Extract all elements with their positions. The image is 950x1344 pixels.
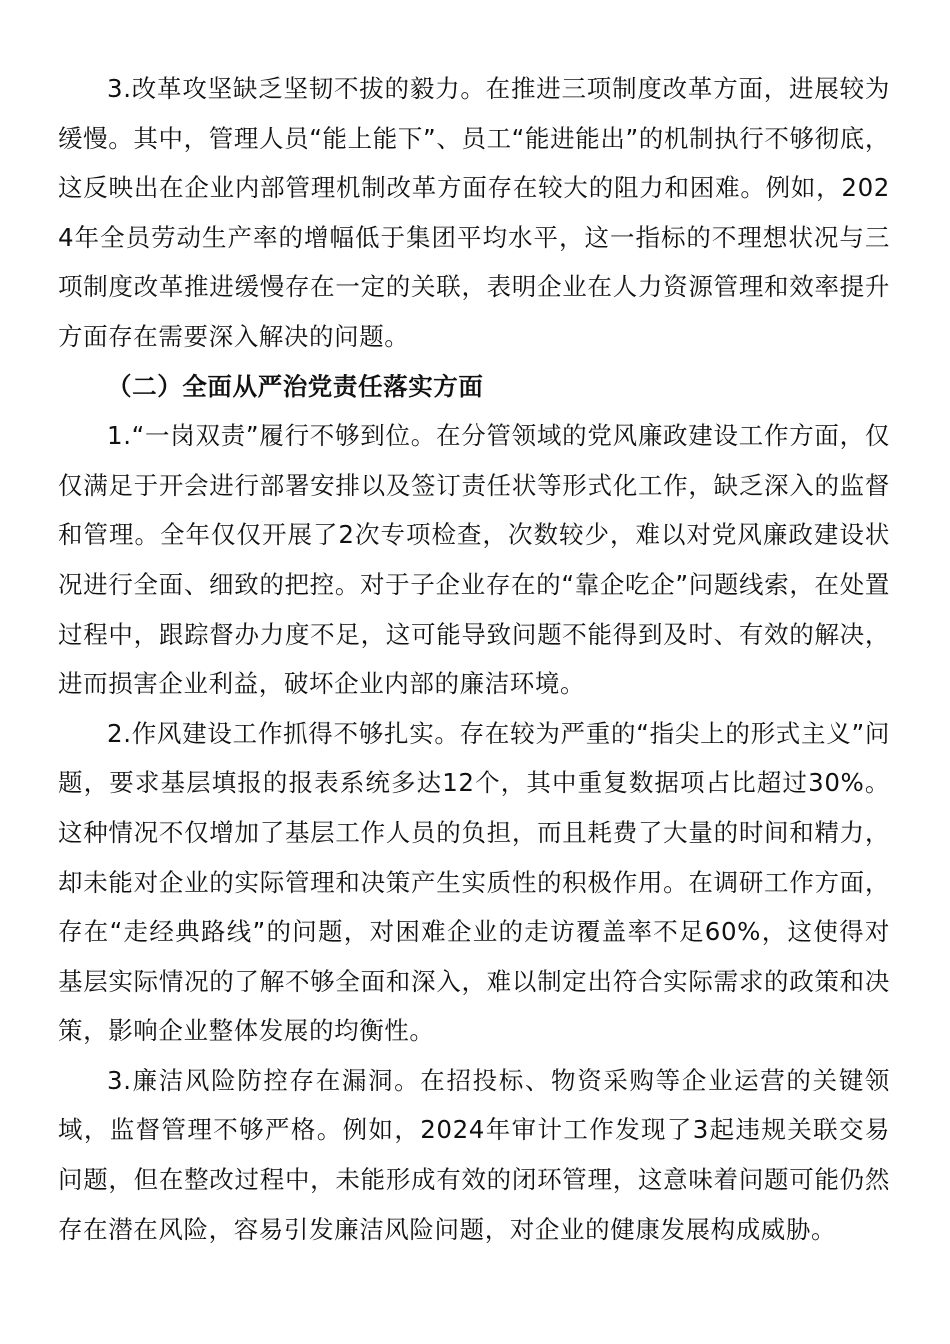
paragraph-one-post-two-duties: 1.“一岗双责”履行不够到位。在分管领域的党风廉政建设工作方面，仅仅满足于开会进行部署安排以及签订责任状等形式化工作，缺乏深入的监督和管理。全年仅仅开展了2次专项检查，次数较少，难以对党风廉政建设状况进行全面、细致的把控。对于子企业存在的“靠企吃企”问题线索，在处置过程中，跟踪督办力度不足，这可能导致问题不能得到及时、有效的解决，进而损害企业利益，破坏企业内部的廉洁环境。	[58, 421, 890, 699]
paragraph-integrity-risk: 3.廉洁风险防控存在漏洞。在招投标、物资采购等企业运营的关键领域，监督管理不够严格。例如，2024年审计工作发现了3起违规关联交易问题，但在整改过程中，未能形成有效的闭环管理，这意味着问题可能仍然存在潜在风险，容易引发廉洁风险问题，对企业的健康发展构成威胁。	[58, 1065, 890, 1244]
section-heading-party-responsibility: （二）全面从严治党责任落实方面	[107, 371, 484, 401]
paragraph-work-style: 2.作风建设工作抓得不够扎实。存在较为严重的“指尖上的形式主义”问题，要求基层填报的报表系统多达12个，其中重复数据项占比超过30%。这种情况不仅增加了基层工作人员的负担，而且耗费了大量的时间和精力，却未能对企业的实际管理和决策产生实质性的积极作用。在调研工作方面，存在“走经典路线”的问题，对困难企业的走访覆盖率不足60%，这使得对基层实际情况的了解不够全面和深入，难以制定出符合实际需求的政策和决策，影响企业整体发展的均衡性。	[58, 718, 890, 1046]
paragraph-reform-persistence: 3.改革攻坚缺乏坚韧不拔的毅力。在推进三项制度改革方面，进展较为缓慢。其中，管理人员“能上能下”、员工“能进能出”的机制执行不够彻底，这反映出在企业内部管理机制改革方面存在较大的阻力和困难。例如，2024年全员劳动生产率的增幅低于集团平均水平，这一指标的不理想状况与三项制度改革推进缓慢存在一定的关联，表明企业在人力资源管理和效率提升方面存在需要深入解决的问题。	[58, 74, 890, 351]
document-page	[58, 64, 890, 1254]
